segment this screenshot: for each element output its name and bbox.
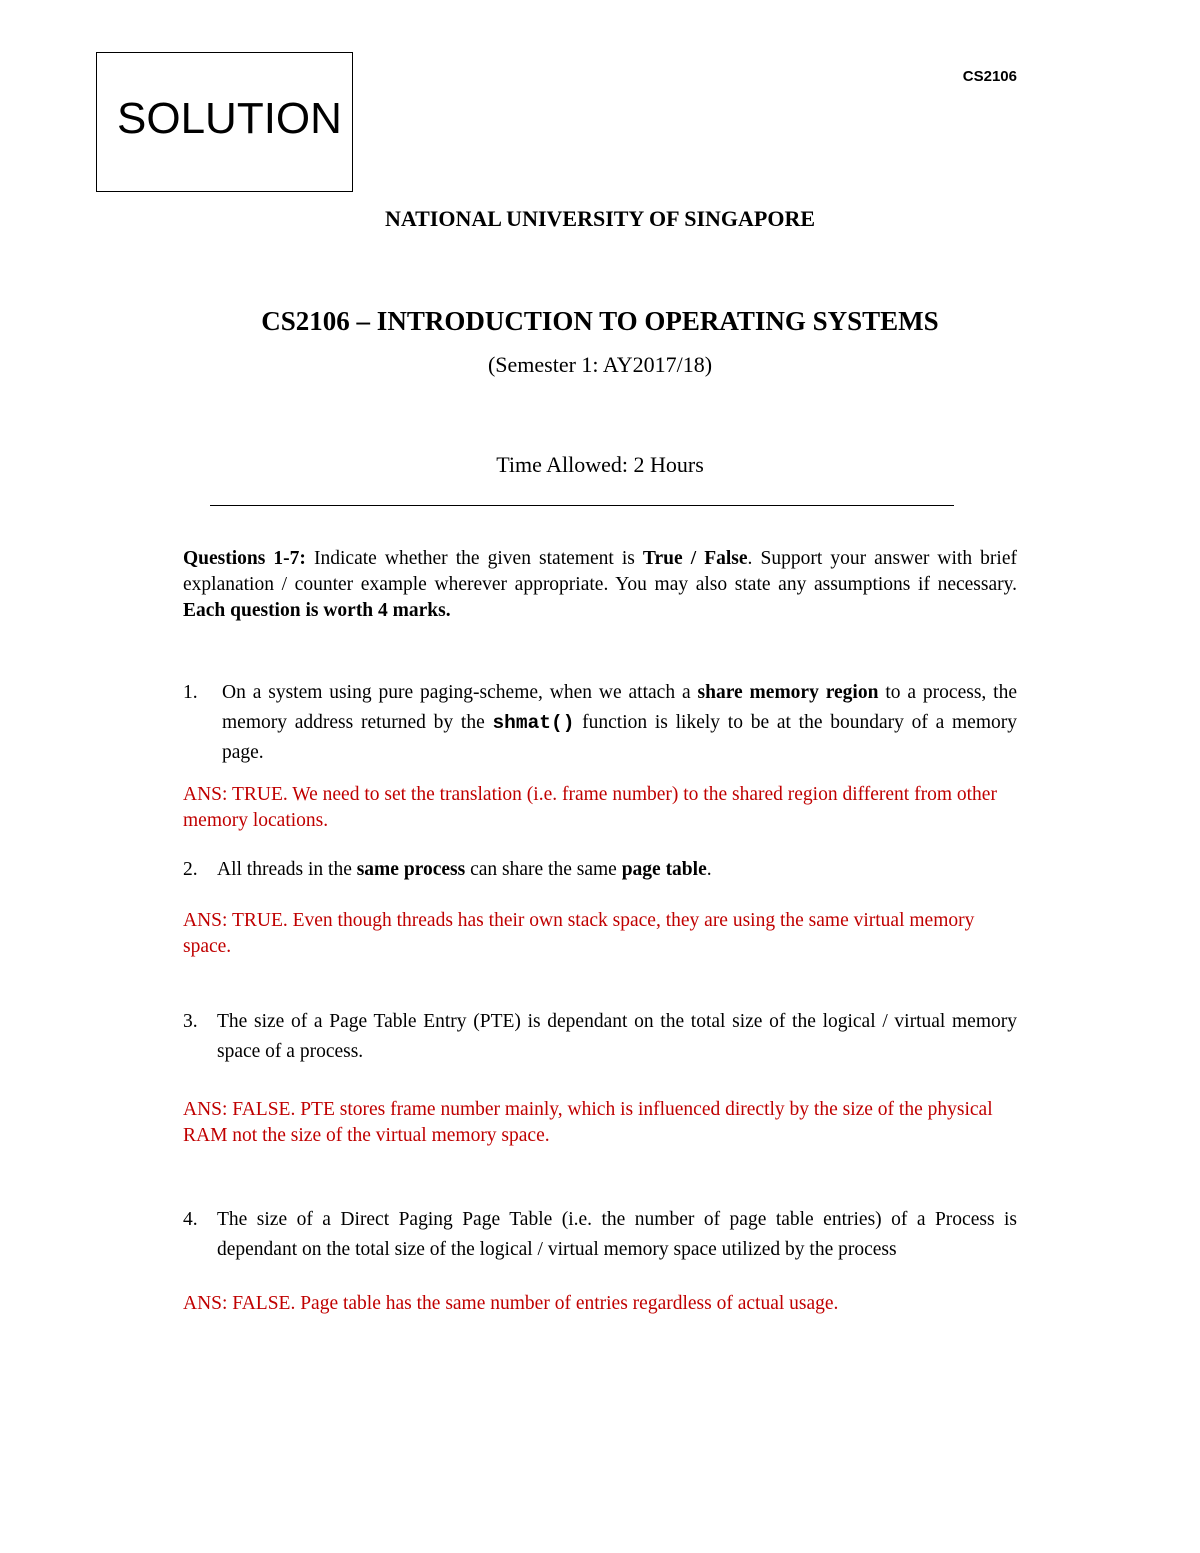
question-4-number: 4. bbox=[183, 1209, 198, 1230]
question-1 bbox=[183, 678, 1017, 768]
question-2-text bbox=[217, 855, 1017, 885]
semester-line: (Semester 1: AY2017/18) bbox=[487, 352, 713, 377]
solution-stamp-box bbox=[96, 52, 353, 192]
question-3-number: 3. bbox=[183, 1011, 198, 1032]
question-2-text-a: All threads in the bbox=[217, 859, 357, 880]
instructions-lead: Questions 1-7: bbox=[183, 548, 306, 569]
header-course-code: CS2106 bbox=[962, 68, 1017, 85]
question-1-term-share-memory: share memory region bbox=[697, 682, 879, 703]
solution-stamp-text: SOLUTION bbox=[117, 94, 342, 143]
instructions-true-false: True / False bbox=[642, 548, 748, 569]
question-4-text: The size of a Direct Paging Page Table (i.e. the number of page table entries) of a Process is dependant on the total size of the logical / virtual memory space utilized by the process bbox=[217, 1209, 1017, 1260]
answer-4: ANS: FALSE. Page table has the same number of entries regardless of actual usage. bbox=[183, 1293, 839, 1314]
instructions-paragraph bbox=[183, 546, 1017, 624]
question-3-text: The size of a Page Table Entry (PTE) is dependant on the total size of the logical / virtual memory space of a process. bbox=[217, 1011, 1017, 1062]
question-2-term-page-table: page table bbox=[621, 859, 707, 880]
question-1-text bbox=[222, 678, 1017, 768]
course-title: CS2106 – INTRODUCTION TO OPERATING SYSTEMS bbox=[261, 306, 939, 336]
university-name: NATIONAL UNIVERSITY OF SINGAPORE bbox=[384, 206, 816, 231]
question-2-text-c: can share the same bbox=[465, 859, 622, 880]
question-1-number: 1. bbox=[183, 682, 198, 703]
question-3 bbox=[183, 1007, 1017, 1067]
question-2-text-e: . bbox=[706, 859, 712, 880]
time-allowed: Time Allowed: 2 Hours bbox=[496, 452, 704, 477]
question-2-term-same-process: same process bbox=[356, 859, 466, 880]
answer-1: ANS: TRUE. We need to set the translation (i.e. frame number) to the shared region different from other memory locations. bbox=[183, 784, 997, 831]
question-1-text-a: On a system using pure paging-scheme, when we attach a bbox=[222, 682, 698, 703]
question-1-text-c: to a process, the memory address returned by the bbox=[222, 682, 1017, 733]
instructions-marks: Each question is worth 4 marks. bbox=[183, 600, 451, 621]
answer-2: ANS: TRUE. Even though threads has their own stack space, they are using the same virtual memory space. bbox=[183, 910, 975, 957]
instructions-text-2: . Support your answer with brief explanation / counter example wherever appropriate. You may also state any assumptions if necessary. bbox=[183, 548, 1017, 595]
answer-3: ANS: FALSE. PTE stores frame number mainly, which is influenced directly by the size of the physical RAM not the size of the virtual memory space. bbox=[183, 1099, 993, 1146]
question-2 bbox=[183, 855, 1017, 885]
question-1-code-shmat: shmat() bbox=[492, 712, 575, 734]
question-1-text-e: function is likely to be at the boundary of a memory page. bbox=[222, 712, 1017, 763]
instructions-text-1: Indicate whether the given statement is bbox=[305, 548, 643, 569]
question-2-number: 2. bbox=[183, 859, 198, 880]
title-divider bbox=[210, 505, 954, 506]
question-4 bbox=[183, 1205, 1017, 1265]
